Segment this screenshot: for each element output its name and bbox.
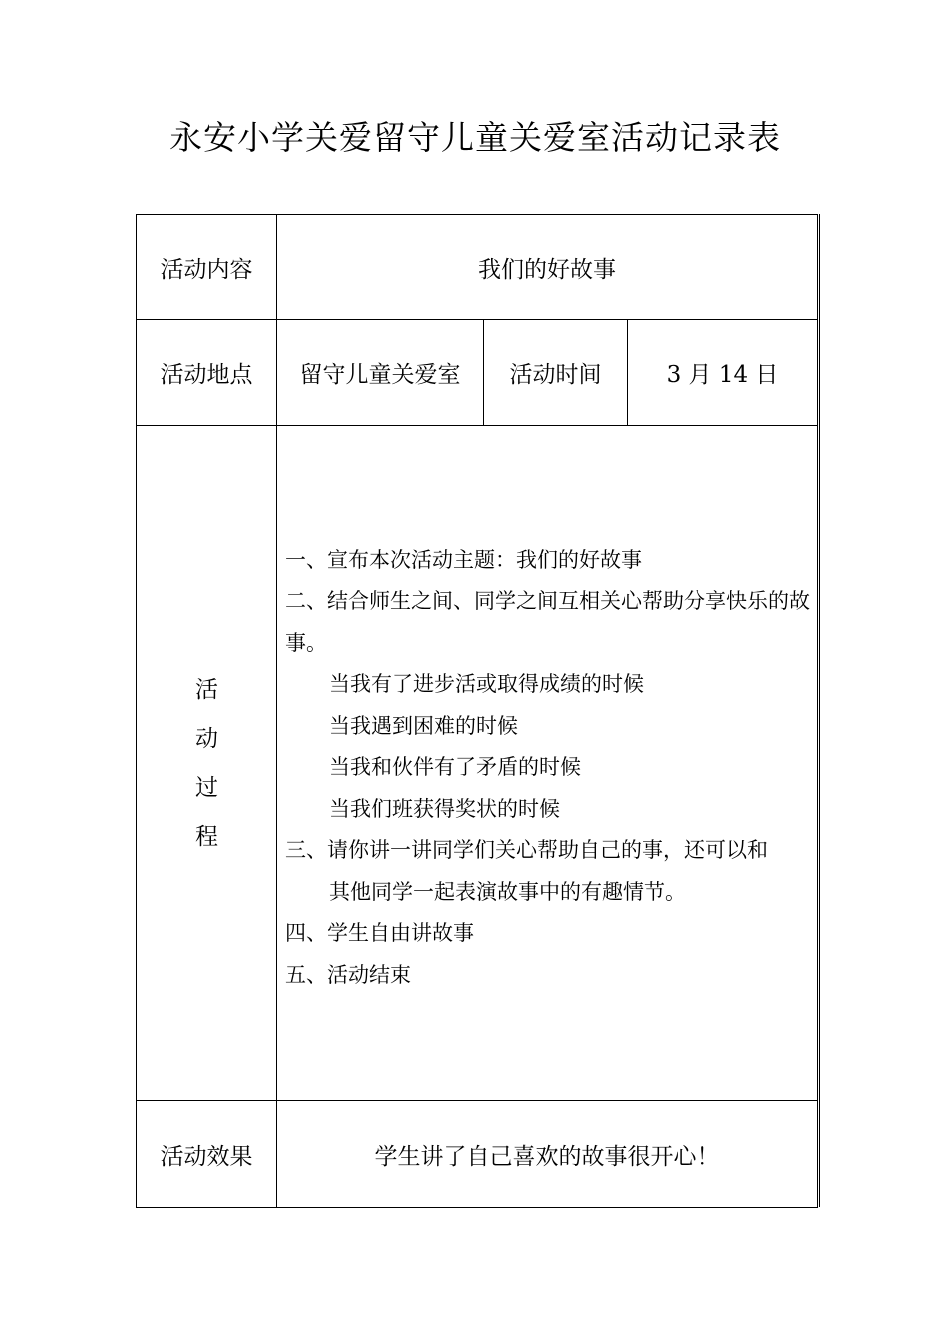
process-sub-step: 当我有了进步活或取得成绩的时候 [329,672,644,697]
activity-record-table [136,214,818,1208]
process-step: 二、结合师生之间、同学之间互相关心帮助分享快乐的故事。 [285,589,810,655]
row-activity-effect [137,1101,818,1208]
process-label-char: 活 [195,676,218,703]
activity-content-label: 活动内容 [137,215,277,320]
process-label-char: 过 [195,774,218,801]
process-step: 三、请你讲一讲同学们关心帮助自己的事，还可以和 [285,838,768,863]
process-step: 一、宣布本次活动主题：我们的好故事 [285,547,642,572]
activity-place-value: 留守儿童关爱室 [277,320,484,426]
process-sub-step: 当我遇到困难的时候 [329,713,518,738]
process-sub-step: 当我和伙伴有了矛盾的时候 [329,755,581,780]
process-steps [285,540,811,997]
process-step: 四、学生自由讲故事 [285,921,474,946]
record-table-frame [136,214,820,1207]
process-label-char: 程 [195,823,218,850]
row-activity-content [137,215,818,320]
activity-time-label: 活动时间 [484,320,628,426]
process-step-continuation: 其他同学一起表演故事中的有趣情节。 [329,879,686,904]
activity-content-value: 我们的好故事 [277,215,818,320]
process-sub-step: 当我们班获得奖状的时候 [329,796,560,821]
row-activity-place-time [137,320,818,426]
activity-place-label: 活动地点 [137,320,277,426]
process-label-char: 动 [195,725,218,752]
activity-process-content [277,426,818,1101]
activity-process-label [137,672,276,855]
document-title: 永安小学关爱留守儿童关爱室活动记录表 [169,118,781,157]
activity-effect-value: 学生讲了自己喜欢的故事很开心！ [277,1101,818,1208]
activity-process-label-cell [137,426,277,1101]
row-activity-process [137,426,818,1101]
activity-time-value: 3 月 14 日 [628,320,818,426]
activity-effect-label: 活动效果 [137,1101,277,1208]
process-step: 五、活动结束 [285,962,411,987]
